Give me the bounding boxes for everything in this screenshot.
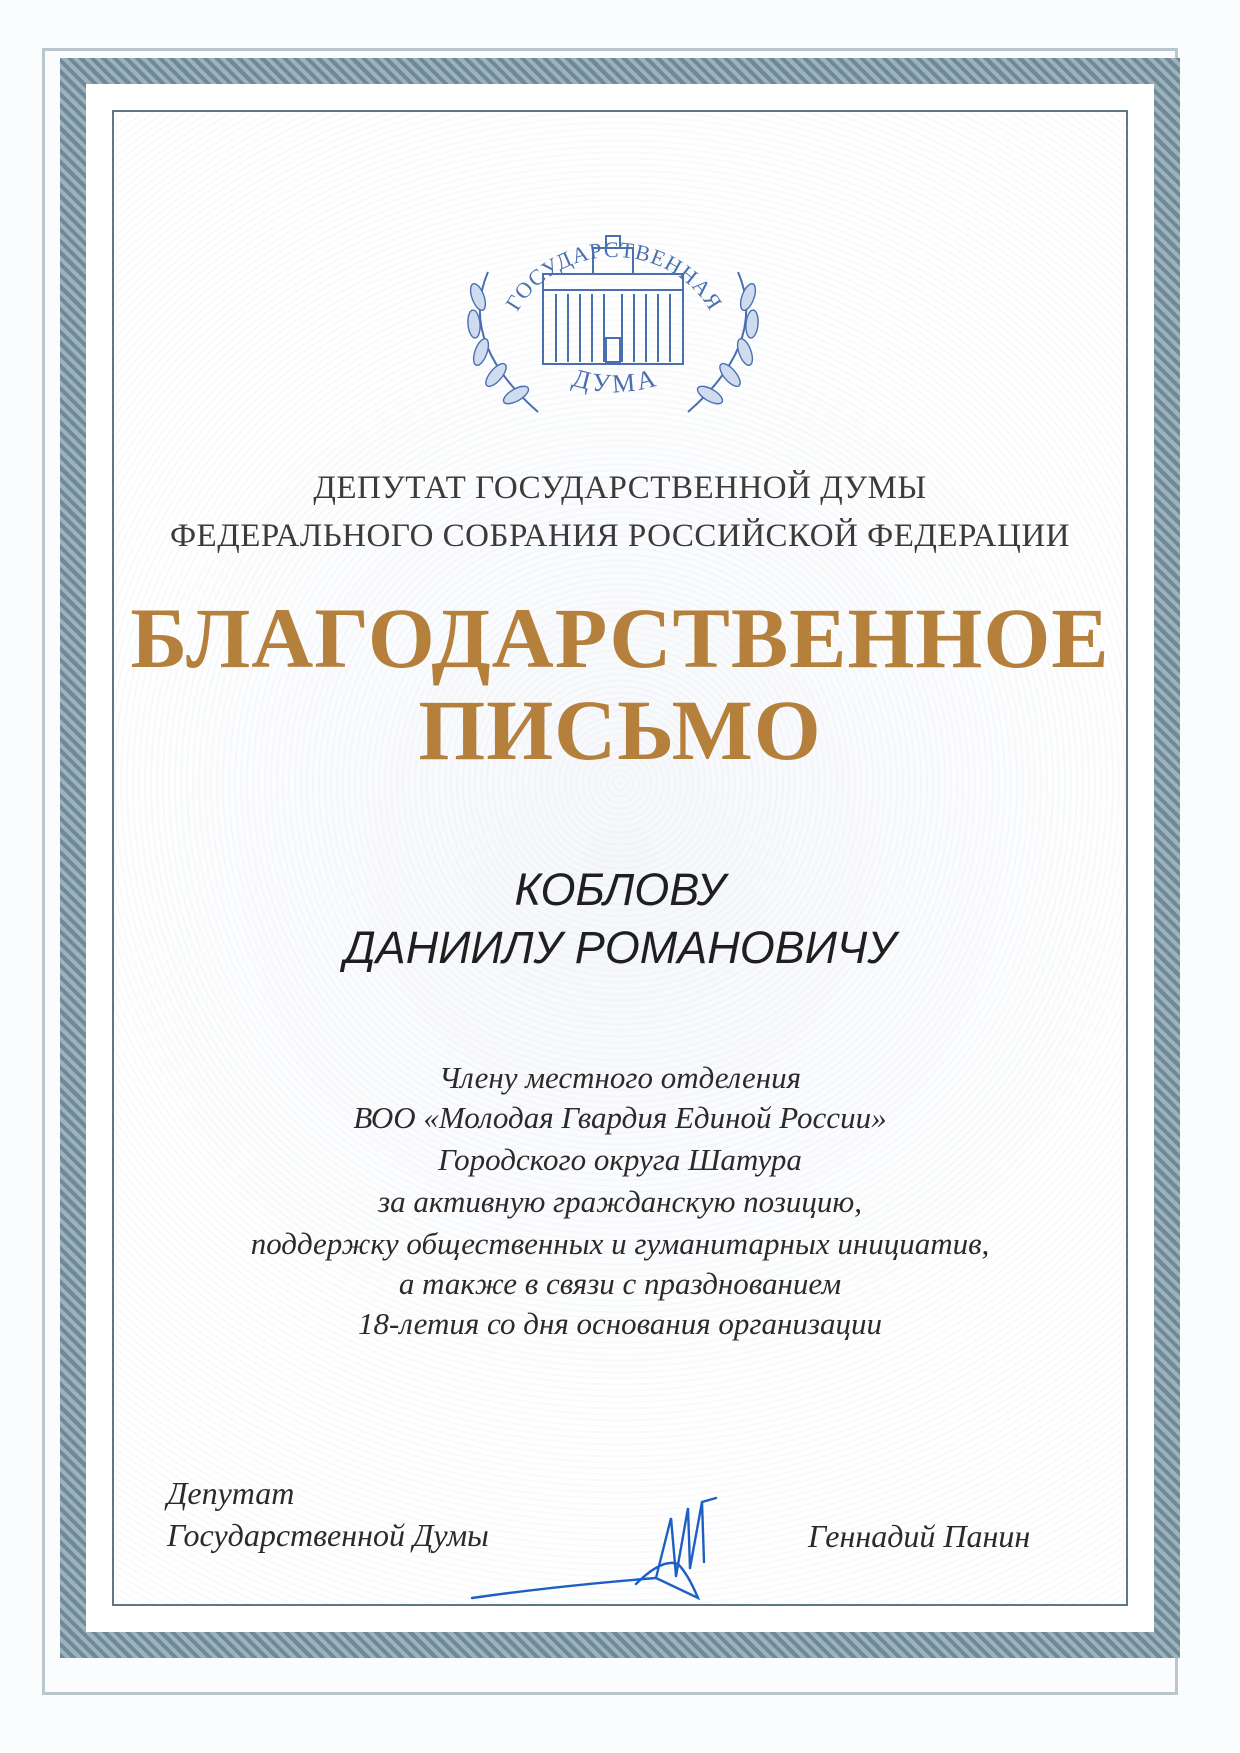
body-line: 18-летия со дня основания организации xyxy=(358,1306,882,1341)
body-line: за активную гражданскую позицию, xyxy=(378,1184,862,1219)
body-line: Члену местного отделения xyxy=(438,1060,802,1095)
signatory-name: Геннадий Панин xyxy=(808,1518,1031,1554)
body-line: ВОО «Молодая Гвардия Единой России» xyxy=(353,1100,887,1135)
header-line-1: ДЕПУТАТ ГОСУДАРСТВЕННОЙ ДУМЫ xyxy=(313,470,927,506)
body-line: а также в связи с празднованием xyxy=(398,1266,842,1301)
signatory-position-line-1: Депутат xyxy=(167,1475,295,1511)
body-line: поддержку общественных и гуманитарных инициатив, xyxy=(250,1226,990,1261)
title-line-1: БЛАГОДАРСТВЕННОЕ xyxy=(130,590,1110,686)
emblem-arc-top-text: ГОСУДАРСТВЕННАЯ xyxy=(500,236,728,315)
handwritten-signature-icon xyxy=(466,1488,736,1608)
recipient-surname: КОБЛОВУ xyxy=(514,864,726,915)
state-duma-emblem-icon xyxy=(448,212,778,422)
signatory-position-line-2: Государственной Думы xyxy=(167,1517,489,1553)
title-line-2: ПИСЬМО xyxy=(418,682,822,778)
header-line-2: ФЕДЕРАЛЬНОГО СОБРАНИЯ РОССИЙСКОЙ ФЕДЕРАЦИИ xyxy=(169,518,1070,554)
recipient-given-names: ДАНИИЛУ РОМАНОВИЧУ xyxy=(344,922,896,973)
body-line: Городского округа Шатура xyxy=(438,1142,802,1177)
emblem-arc-bottom-text: ДУМА xyxy=(569,362,662,399)
